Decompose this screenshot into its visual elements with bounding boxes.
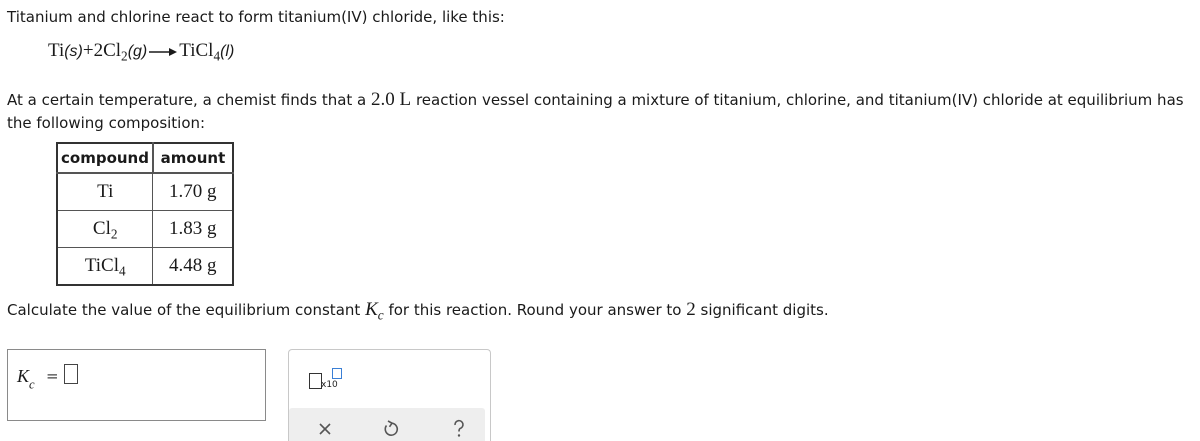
x10-label: x10 — [321, 380, 338, 390]
intro-text: Titanium and chlorine react to form titanium(IV) chloride, like this: — [7, 8, 505, 26]
answer-k-letter: K — [17, 366, 30, 386]
exponent-box-icon — [332, 368, 342, 379]
reactant-cl2: Cl — [103, 40, 122, 61]
product-ticl4-subscript: 4 — [213, 48, 221, 64]
composition-table — [56, 142, 234, 286]
answer-kc-label — [17, 366, 35, 392]
product-ticl4: TiCl — [179, 40, 214, 61]
composition-paragraph — [7, 88, 1197, 135]
question-text — [7, 298, 829, 322]
question-before: Calculate the value of the equilibrium constant — [7, 301, 361, 319]
table-row — [57, 248, 233, 286]
table-row — [57, 173, 233, 211]
close-icon — [313, 416, 337, 440]
k-letter: K — [365, 299, 378, 320]
help-button[interactable] — [447, 416, 471, 440]
paragraph-after: reaction vessel containing a mixture of titanium, chlorine, and titanium(IV) chloride at equilibrium has the following composition: — [7, 91, 1184, 132]
answer-box — [7, 349, 266, 421]
table-row — [57, 211, 233, 248]
reaction-equation — [48, 40, 234, 62]
compound-subscript: 2 — [110, 226, 118, 242]
compound-name: Ti — [97, 181, 114, 202]
question-after: significant digits. — [700, 301, 829, 319]
significant-digits: 2 — [686, 299, 696, 320]
plus-coefficient: +2 — [82, 40, 104, 61]
amount-cell: 1.70 g — [153, 173, 233, 211]
paragraph-before: At a certain temperature, a chemist finds that a — [7, 91, 367, 109]
compound-cell — [57, 211, 153, 248]
answer-input[interactable] — [64, 364, 78, 384]
undo-icon — [378, 416, 402, 440]
answer-k-subscript: c — [29, 377, 35, 392]
reactant-ti-state: (s) — [64, 43, 83, 60]
action-bar — [289, 408, 485, 441]
compound-subscript: 4 — [118, 263, 126, 279]
scientific-notation-button[interactable] — [307, 366, 345, 392]
equals-sign: = — [46, 367, 59, 385]
amount-cell: 4.48 g — [153, 248, 233, 286]
question-middle: for this reaction. Round your answer to — [388, 301, 682, 319]
undo-button[interactable] — [378, 416, 402, 440]
clear-button[interactable] — [313, 416, 337, 440]
kc-symbol — [365, 299, 384, 323]
amount-cell: 1.83 g — [153, 211, 233, 248]
reactant-ti: Ti — [48, 40, 65, 61]
k-subscript: c — [377, 307, 384, 323]
table-header-row — [57, 143, 233, 173]
help-icon — [447, 416, 471, 440]
reactant-cl2-state: (g) — [127, 43, 148, 60]
math-tool-panel — [288, 349, 491, 441]
vessel-volume: 2.0 L — [371, 89, 412, 110]
reaction-arrow-icon — [148, 46, 178, 58]
compound-name: TiCl — [84, 255, 119, 276]
product-ticl4-state: (l) — [220, 43, 235, 60]
compound-cell — [57, 173, 153, 211]
header-compound: compound — [57, 143, 153, 173]
reactant-cl2-subscript: 2 — [121, 48, 128, 64]
header-amount: amount — [153, 143, 233, 173]
compound-cell — [57, 248, 153, 286]
compound-name: Cl — [92, 218, 111, 239]
